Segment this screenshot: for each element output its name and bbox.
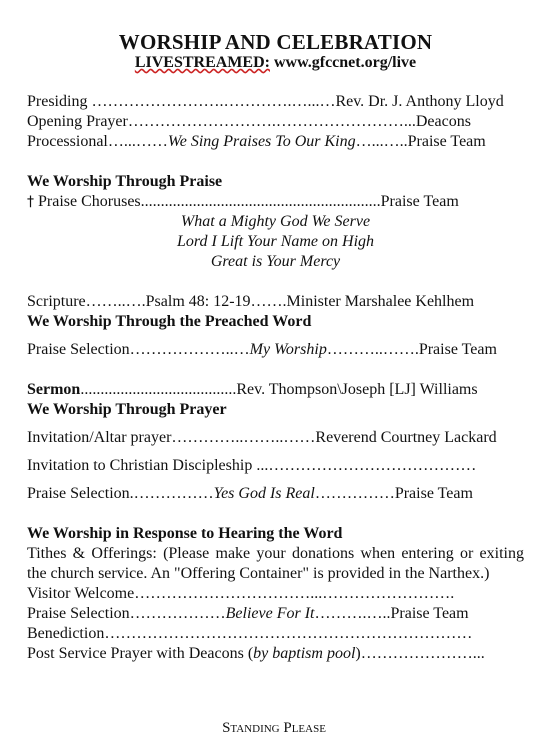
opening-prayer-line: Opening Prayer……………………….……………………...Deacons	[27, 113, 471, 130]
benediction-line: Benediction……………………………………………………………	[27, 625, 473, 642]
livestream-label: LIVESTREAMED:	[134, 54, 270, 71]
post-service-line: Post Service Prayer with Deacons (by baptism pool)…………………...	[27, 645, 485, 662]
song-item: What a Mighty God We Serve	[180, 213, 371, 230]
standing-please-note: Standing Please	[222, 720, 326, 736]
presiding-line: Presiding …………………….………….…...…Rev. Dr. J. Anthony Lloyd	[27, 93, 504, 110]
cross-icon: †	[27, 194, 34, 210]
page-title: WORSHIP AND CELEBRATION	[118, 30, 433, 54]
song-item: Lord I Lift Your Name on High	[176, 233, 375, 250]
processional-line: Processional…...……We Sing Praises To Our King…...…..Praise Team	[27, 133, 486, 150]
scripture-line: Scripture……..….Psalm 48: 12-19…….Minister Marshalee Kehlhem	[27, 293, 475, 310]
song-list	[27, 212, 524, 272]
tithes-paragraph: Tithes & Offerings: (Please make your donations when entering or exiting the church service. An "Offering Container" is provided in the Narthex.)	[27, 545, 524, 582]
invitation-altar-line: Invitation/Altar prayer…………..……..……Reverend Courtney Lackard	[27, 429, 497, 446]
section-heading-prayer: We Worship Through Prayer	[27, 401, 227, 418]
praise-selection-line: Praise Selection………………Believe For It……….…..Praise Team	[27, 605, 469, 622]
sermon-line: Sermon.......................................Rev. Thompson\Joseph [LJ] Williams	[27, 381, 478, 398]
praise-selection-line: Praise Selection.……………Yes God Is Real……………Praise Team	[27, 485, 473, 502]
section-heading-word: We Worship Through the Preached Word	[27, 313, 312, 330]
section-heading-praise: We Worship Through Praise	[27, 173, 223, 190]
livestream-line	[27, 54, 524, 72]
song-item: Great is Your Mercy	[210, 253, 341, 270]
section-heading-response: We Worship in Response to Hearing the Word	[27, 525, 343, 542]
praise-selection-line: Praise Selection………………..…My Worship………..…….Praise Team	[27, 341, 497, 358]
invitation-discipleship-line: Invitation to Christian Discipleship ...…………………………………	[27, 457, 477, 474]
bulletin-page	[27, 30, 524, 664]
visitor-welcome-line: Visitor Welcome……………………………...…………………….	[27, 585, 455, 602]
praise-choruses-line: † Praise Choruses............................................................Praise Team	[27, 193, 459, 210]
processional-song: We Sing Praises To Our King	[167, 133, 356, 150]
sermon-label: Sermon	[27, 381, 81, 398]
livestream-url: www.gfccnet.org/live	[273, 54, 417, 71]
